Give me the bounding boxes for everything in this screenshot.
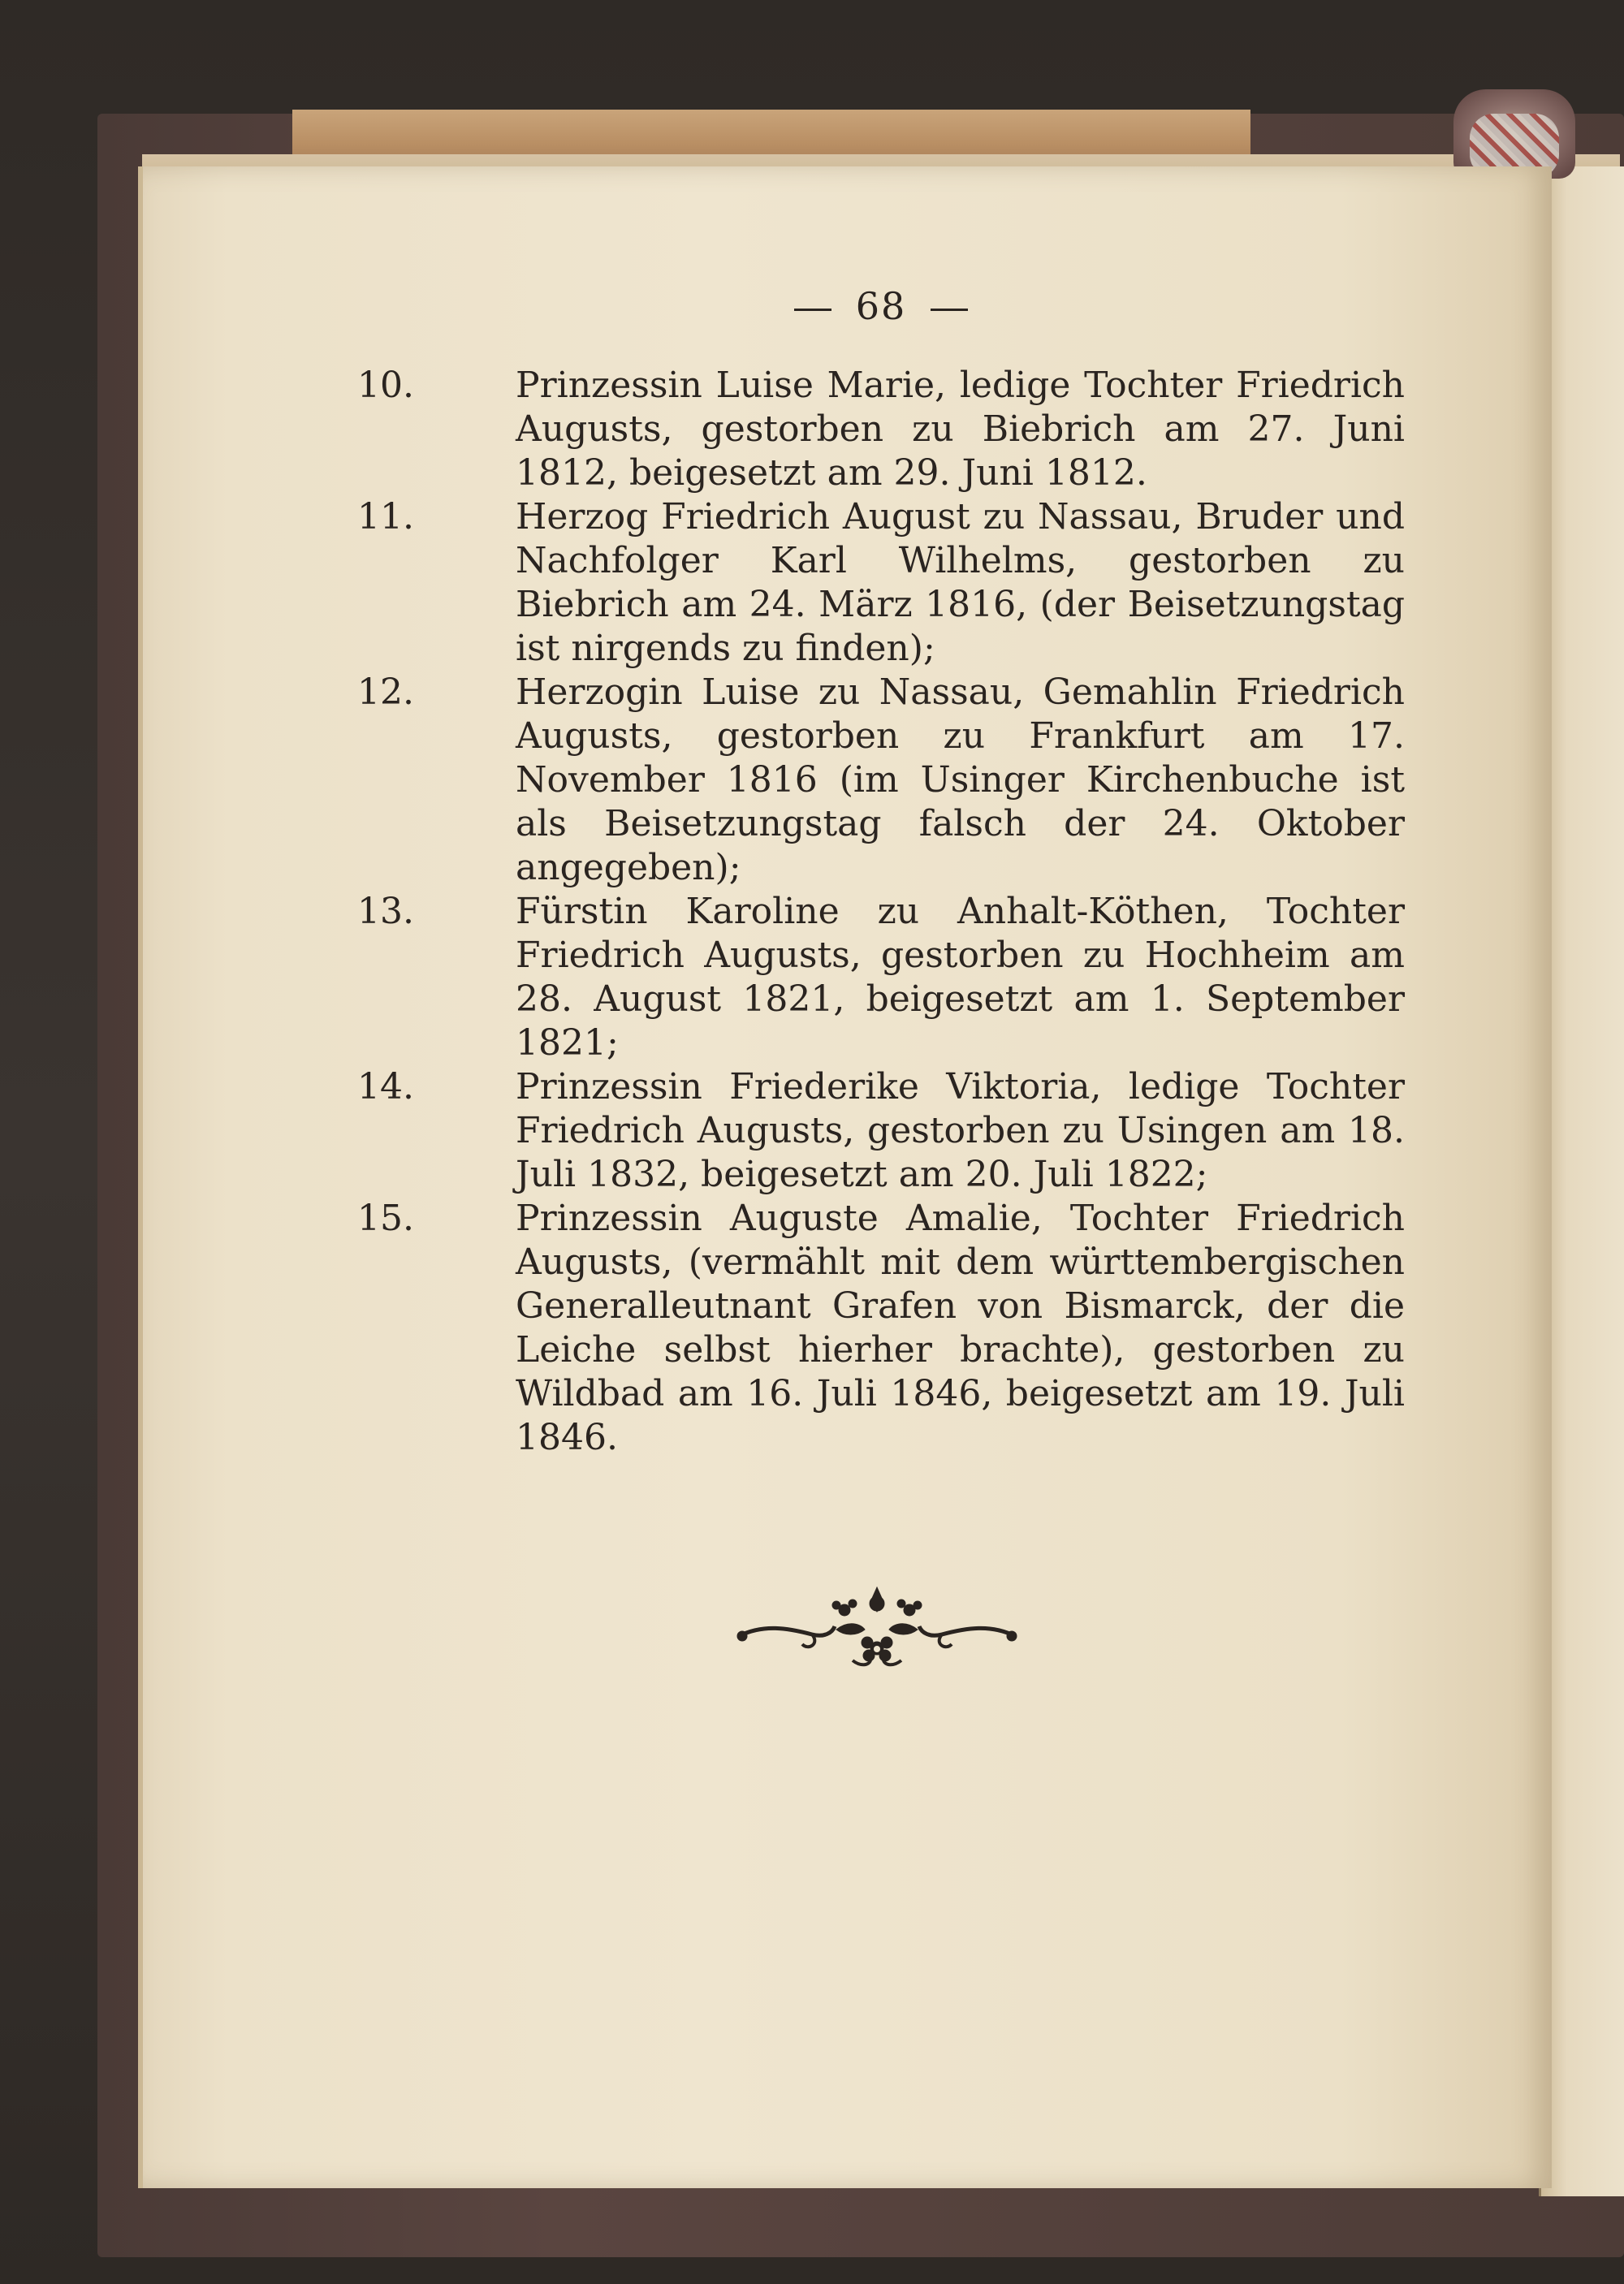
list-item xyxy=(357,495,1405,671)
list-item xyxy=(357,1197,1405,1460)
entry-number: 12. xyxy=(357,671,414,713)
entry-text: Prinzessin Auguste Amalie, Tochter Friedrich Augusts, (vermählt mit dem württembergischen Generalleutnant Grafen von Bismarck, der die Leiche selbst hierher brachte), gestorben zu Wildbad am 16. Juli 1846, beigesetzt am 19. Juli 1846. xyxy=(516,1198,1405,1458)
entry-text: Prinzessin Luise Marie, ledige Tochter Friedrich Augusts, gestorben zu Biebrich am 27. Juni 1812, beigesetzt am 29. Juni 1812. xyxy=(516,365,1405,494)
list-item xyxy=(357,1065,1405,1197)
dash-left xyxy=(794,309,831,311)
entry-number: 10. xyxy=(357,365,414,406)
list-item xyxy=(357,890,1405,1065)
page-number xyxy=(357,284,1405,328)
entry-text: Prinzessin Friederike Viktoria, ledige Tochter Friedrich Augusts, gestorben zu Usingen am 18. Juli 1832, beigesetzt am 20. Juli 1822; xyxy=(516,1066,1405,1195)
entry-number: 13. xyxy=(357,891,414,932)
list-item xyxy=(357,671,1405,890)
entry-text: Fürstin Karoline zu Anhalt-Köthen, Tochter Friedrich Augusts, gestorben zu Hochheim am 28. August 1821, beigesetzt am 1. September 1821; xyxy=(516,891,1405,1064)
entry-text: Herzogin Luise zu Nassau, Gemahlin Friedrich Augusts, gestorben zu Frankfurt am 17. November 1816 (im Usinger Kirchenbuche ist als Beisetzungstag falsch der 24. Oktober angegeben); xyxy=(516,671,1405,888)
entry-text: Herzog Friedrich August zu Nassau, Bruder und Nachfolger Karl Wilhelms, gestorben zu Biebrich am 24. März 1816, (der Beisetzungstag ist nirgends zu finden); xyxy=(516,496,1405,669)
entry-number: 15. xyxy=(357,1198,414,1239)
entry-list xyxy=(357,364,1405,1460)
list-item xyxy=(357,364,1405,495)
entry-number: 14. xyxy=(357,1066,414,1107)
floral-vignette-icon xyxy=(731,1579,1023,1677)
dash-right xyxy=(931,309,968,311)
entry-number: 11. xyxy=(357,496,414,538)
page-number-value: 68 xyxy=(855,284,907,328)
